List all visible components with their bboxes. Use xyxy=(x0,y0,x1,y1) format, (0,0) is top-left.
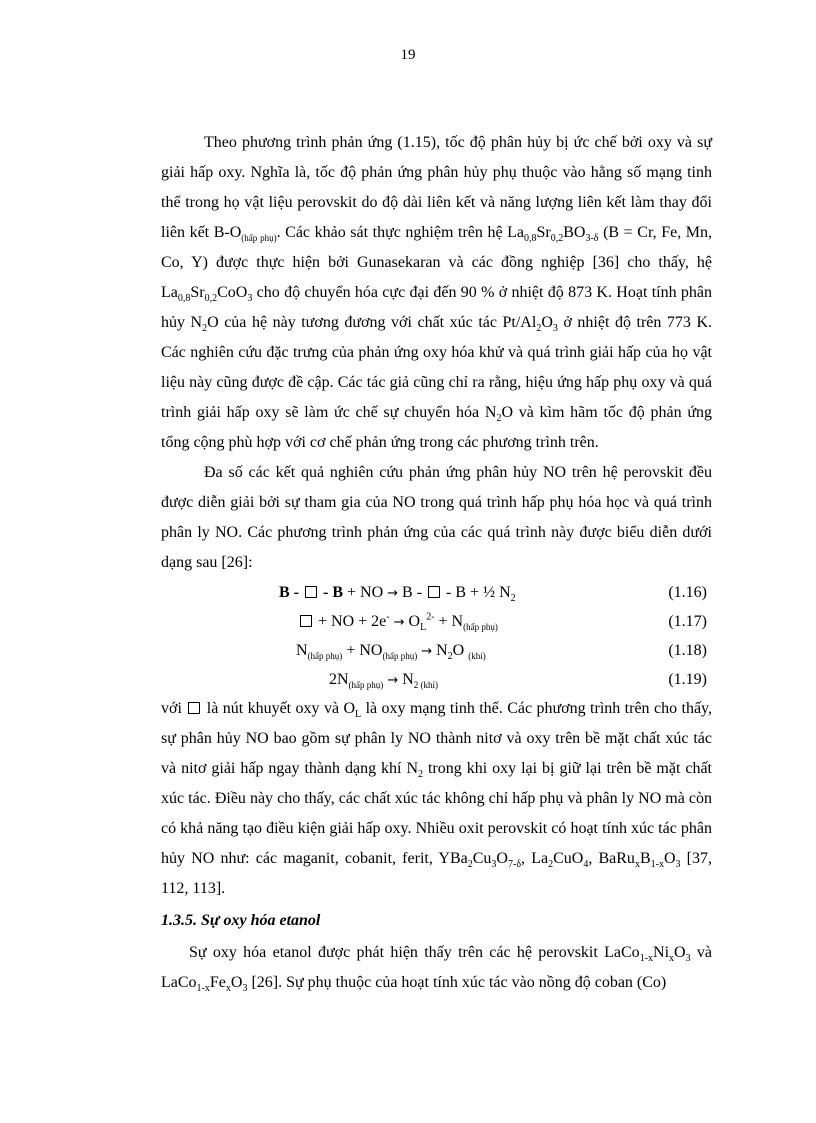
arrow-right-icon: → xyxy=(421,644,433,659)
document-body xyxy=(161,128,712,998)
arrow-right-icon: → xyxy=(393,615,405,630)
arrow-right-icon: → xyxy=(387,673,399,688)
equation-1-18 xyxy=(161,636,712,665)
page-number: 19 xyxy=(400,47,416,63)
equation-expression: B - - B + NO → B - - B + ½ $N_2$ xyxy=(279,584,516,605)
equation-block xyxy=(161,578,712,694)
equation-expression: $N_{(hấp phụ)} + NO_{(hấp phụ)} \to N_2O$ $_{(khí)}$ xyxy=(296,642,486,663)
paragraph-1: Theo phương trình phản ứng (1.15), tốc độ phân hủy bị ức chế bởi oxy và sự giải hấp oxy. Nghĩa là, tốc độ phản ứng phân hủy phụ thuộc vào hằng số mạng tinh thể trong họ vật liệu perovskit do độ dài liên kết và năng lượng liên kết làm thay đổi liên kết $B-O_{(hấp phụ)}$. Các khảo sát thực nghiệm trên hệ $La_{0,8}Sr_{0,2}BO_{3-\delta}$ (B = Cr, Fe, Mn, Co, Y) được thực hiện bởi Gunasekaran và các đồng nghiệp [36] cho thấy, hệ $La_{0,8}Sr_{0,2}CoO_3$ cho độ chuyển hóa cực đại đến 90 % ở nhiệt độ 873 K. Hoạt tính phân hủy $N_2O$ của hệ này tương đương với chất xúc tác $Pt/Al_2O_3$ ở nhiệt độ trên 773 K. Các nghiên cứu đặc trưng của phản ứng oxy hóa khử và quá trình giải hấp của họ vật liệu này cũng được đề cập. Các tác giả cũng chỉ ra rằng, hiệu ứng hấp phụ oxy và quá trình giải hấp oxy sẽ làm ức chế sự chuyển hóa $N_2O$ và kìm hãm tốc độ phản ứng tổng cộng phù hợp với cơ chế phản ứng trong các phương trình trên. xyxy=(161,134,713,451)
arrow-right-icon: → xyxy=(387,586,399,601)
paragraph-4: Sự oxy hóa etanol được phát hiện thấy trên các hệ perovskit $LaCo_{1-x}Ni_xO_3$ và $LaCo_{1-x}Fe_xO_3$ [26]. Sự phụ thuộc của hoạt tính xúc tác vào nồng độ coban (Co) xyxy=(161,944,713,995)
equation-expression: + NO + $2e^- \to O_L^{2-} + N_{(hấp phụ)}$ xyxy=(298,607,498,637)
equation-1-17 xyxy=(161,607,712,636)
equation-number: (1.19) xyxy=(668,671,707,688)
vacancy-box-icon xyxy=(428,586,440,598)
equation-number: (1.17) xyxy=(668,613,707,630)
vacancy-box-icon xyxy=(188,702,200,714)
paragraph-2: Đa số các kết quả nghiên cứu phản ứng phân hủy NO trên hệ perovskit đều được diễn giải bởi sự tham gia của NO trong quá trình hấp phụ hóa học và quá trình phân ly NO. Các phương trình phản ứng của các quá trình này được biểu diễn dưới dạng sau [26]: xyxy=(161,464,712,571)
equation-1-19 xyxy=(161,665,712,694)
equation-number: (1.18) xyxy=(668,642,707,659)
vacancy-box-icon xyxy=(305,586,317,598)
section-heading: 1.3.5. Sự oxy hóa etanol xyxy=(161,912,321,929)
paragraph-3: với là nút khuyết oxy và $O_L$ là oxy mạng tinh thể. Các phương trình trên cho thấy, sự phân hủy NO bao gồm sự phân ly NO thành nitơ và oxy trên bề mặt chất xúc tác và nitơ giải hấp ngay thành dạng khí $N_2$ trong khi oxy lại bị giữ lại trên bề mặt chất xúc tác. Điều này cho thấy, các chất xúc tác không chỉ hấp phụ và phân ly NO mà còn có khả năng tạo điều kiện giải hấp oxy. Nhiều oxit perovskit có hoạt tính xúc tác phân hủy NO như: các maganit, cobanit, ferit, $YBa_2Cu_3O_{7-\delta}$, $La_2CuO_4$, $BaRu_xB_{1-x}O_3$ [37, 112, 113]. xyxy=(161,700,713,897)
equation-expression: $2N_{(hấp phụ)} \to N_{2 (khí)}$ xyxy=(329,671,439,691)
equation-number: (1.16) xyxy=(668,584,707,601)
vacancy-box-icon xyxy=(300,615,312,627)
equation-1-16 xyxy=(161,578,712,607)
